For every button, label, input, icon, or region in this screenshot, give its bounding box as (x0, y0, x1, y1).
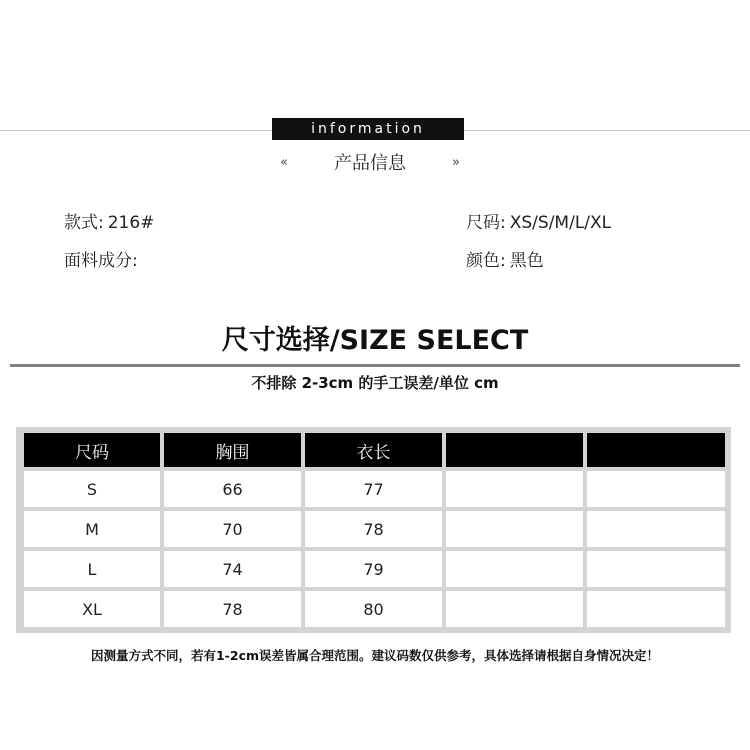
table-cell: 70 (164, 511, 301, 547)
table-cell: 78 (305, 511, 442, 547)
information-tag: information (272, 118, 464, 140)
table-cell: S (24, 471, 160, 507)
subtitle-text: 产品信息 (334, 153, 406, 174)
table-cell: 78 (164, 591, 301, 627)
table-cell (587, 591, 725, 627)
size-table (16, 427, 731, 633)
size-field (466, 208, 611, 233)
size-divider (10, 364, 740, 367)
table-cell: 79 (305, 551, 442, 587)
color-label: 颜色: (466, 251, 506, 271)
table-cell: 77 (305, 471, 442, 507)
table-cell: 80 (305, 591, 442, 627)
table-cell (446, 471, 583, 507)
table-cell (587, 551, 725, 587)
table-cell: 66 (164, 471, 301, 507)
header-cell-bust: 胸围 (164, 433, 301, 467)
style-label: 款式: (64, 213, 104, 233)
table-cell: L (24, 551, 160, 587)
right-quote-icon: » (452, 154, 460, 170)
measurement-note: 不排除 2-3cm 的手工误差/单位 cm (251, 374, 499, 392)
table-cell: 74 (164, 551, 301, 587)
table-cell (446, 511, 583, 547)
color-field (466, 246, 544, 271)
table-cell (446, 591, 583, 627)
header-cell-extra-2 (587, 433, 725, 467)
measurement-footnote: 因测量方式不同，若有1-2cm误差皆属合理范围。建议码数仅供参考，具体选择请根据自身情况决定！ (90, 648, 660, 663)
size-label: 尺码: (466, 213, 506, 233)
section-subtitle (280, 148, 460, 176)
table-cell (587, 471, 725, 507)
color-value: 黑色 (509, 251, 544, 271)
style-field (64, 208, 154, 233)
header-cell-length: 衣长 (305, 433, 442, 467)
table-cell (587, 511, 725, 547)
style-value: 216# (107, 213, 155, 233)
table-cell: M (24, 511, 160, 547)
fabric-label: 面料成分: (64, 251, 138, 271)
left-quote-icon: « (280, 154, 288, 170)
table-cell (446, 551, 583, 587)
fabric-field (64, 246, 142, 271)
table-cell: XL (24, 591, 160, 627)
header-cell-extra-1 (446, 433, 583, 467)
size-value: XS/S/M/L/XL (509, 213, 612, 233)
size-select-title: 尺寸选择/SIZE SELECT (221, 325, 529, 356)
header-cell-size: 尺码 (24, 433, 160, 467)
